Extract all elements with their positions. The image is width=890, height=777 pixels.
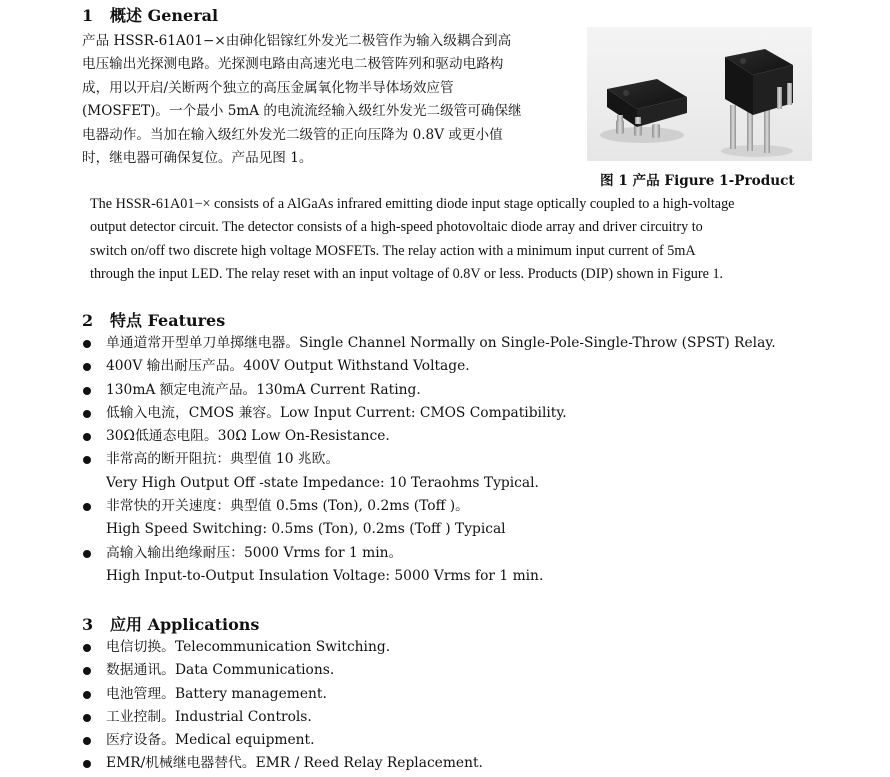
list-item — [82, 636, 802, 659]
list-item-text: 130mA 额定电流产品。130mA Current Rating. — [106, 381, 421, 398]
bullet-icon — [83, 737, 91, 745]
paragraph-line: 电压输出光探测电路。光探测电路由高速光电二极管阵列和驱动电路构 — [82, 56, 504, 73]
list-item-text: 工业控制。Industrial Controls. — [106, 708, 312, 725]
list-item-text: 电池管理。Battery management. — [106, 685, 327, 702]
paragraph-line: (MOSFET)。一个最小 5mA 的电流流经输入级红外发光二级管可确保继 — [82, 103, 522, 120]
section-title: 概述 General — [110, 6, 219, 25]
list-item — [82, 332, 802, 355]
paragraph-line: 时，继电器可确保复位。产品见图 1。 — [82, 150, 313, 167]
list-item-text: 30Ω低通态电阻。30Ω Low On-Resistance. — [106, 428, 390, 445]
figure-caption: 图 1 产品 Figure 1-Product — [600, 173, 795, 189]
list-item — [82, 379, 802, 402]
bullet-icon — [83, 456, 91, 464]
section-title: 应用 Applications — [110, 615, 260, 634]
section-heading-general — [82, 6, 218, 26]
product-figure — [587, 27, 812, 161]
list-item-text: 高输入输出绝缘耐压：5000 Vrms for 1 min。 — [106, 544, 403, 561]
section-heading-applications — [82, 615, 259, 635]
bullet-icon — [83, 410, 91, 418]
list-item-text: 非常快的开关速度：典型值 0.5ms (Ton), 0.2ms (Toff )。 — [106, 498, 469, 515]
paragraph-line: 产品 HSSR-61A01−×由砷化铝镓红外发光二极管作为输入级耦合到高 — [82, 33, 512, 49]
paragraph-line: 成，用以开启/关断两个独立的高压金属氧化物半导体场效应管 — [82, 79, 454, 96]
product-photo-illustration — [587, 27, 812, 161]
bullet-icon — [83, 503, 91, 511]
bullet-icon — [83, 550, 91, 558]
list-item — [82, 355, 802, 378]
general-paragraph-english — [90, 193, 808, 286]
paragraph-line: output detector circuit. The detector consists of a high-speed photovoltaic diode array and driver circuitry to — [90, 219, 703, 236]
section-heading-features — [82, 311, 225, 331]
list-item — [82, 425, 802, 448]
bullet-icon — [83, 714, 91, 722]
section-number: 2 — [82, 311, 94, 330]
list-item — [82, 402, 802, 425]
paragraph-line: 电器动作。当加在输入级红外发光二级管的正向压降为 0.8V 或更小值 — [82, 126, 503, 143]
bullet-icon — [83, 340, 91, 348]
list-item — [82, 659, 802, 682]
list-item-text: 医疗设备。Medical equipment. — [106, 732, 315, 749]
list-item-text: 低输入电流，CMOS 兼容。Low Input Current: CMOS Compatibility. — [106, 404, 567, 421]
bullet-icon — [83, 644, 91, 652]
bullet-icon — [83, 387, 91, 395]
features-list — [82, 332, 802, 588]
section-number: 1 — [82, 6, 94, 25]
list-item-text: 非常高的断开阻抗：典型值 10 兆欧。 — [106, 451, 340, 468]
list-item-text: 数据通讯。Data Communications. — [106, 662, 335, 679]
paragraph-line: through the input LED. The relay reset with an input voltage of 0.8V or less. Products (DIP) shown in Figure 1. — [90, 265, 724, 282]
bullet-icon — [83, 691, 91, 699]
section-title: 特点 Features — [110, 311, 226, 330]
bullet-icon — [83, 667, 91, 675]
paragraph-line: The HSSR-61A01−× consists of a AlGaAs infrared emitting diode input stage optically coupled to a high-voltage — [90, 196, 735, 212]
bullet-icon — [83, 363, 91, 371]
general-paragraph-chinese — [82, 30, 577, 170]
section-number: 3 — [82, 615, 94, 634]
list-item-text: EMR/机械继电器替代。EMR / Reed Relay Replacement. — [106, 755, 483, 772]
bullet-icon — [83, 433, 91, 441]
list-item — [82, 495, 802, 542]
applications-list — [82, 636, 802, 776]
list-item-subtext: Very High Output Off -state Impedance: 10 Teraohms Typical. — [106, 474, 539, 491]
list-item-text: 电信切换。Telecommunication Switching. — [106, 639, 391, 655]
list-item — [82, 683, 802, 706]
list-item-text: 单通道常开型单刀单掷继电器。Single Channel Normally on Single-Pole-Single-Throw (SPST) Relay. — [106, 335, 776, 351]
list-item-subtext: High Speed Switching: 0.5ms (Ton), 0.2ms (Toff ) Typical — [106, 521, 506, 538]
list-item — [82, 706, 802, 729]
list-item-subtext: High Input-to-Output Insulation Voltage: 5000 Vrms for 1 min. — [106, 567, 544, 584]
bullet-icon — [83, 760, 91, 768]
list-item — [82, 542, 802, 589]
list-item — [82, 448, 802, 495]
list-item — [82, 752, 802, 775]
list-item-text: 400V 输出耐压产品。400V Output Withstand Voltage. — [106, 358, 470, 375]
paragraph-line: switch on/off two discrete high voltage MOSFETs. The relay action with a minimum input current of 5mA — [90, 242, 696, 259]
list-item — [82, 729, 802, 752]
